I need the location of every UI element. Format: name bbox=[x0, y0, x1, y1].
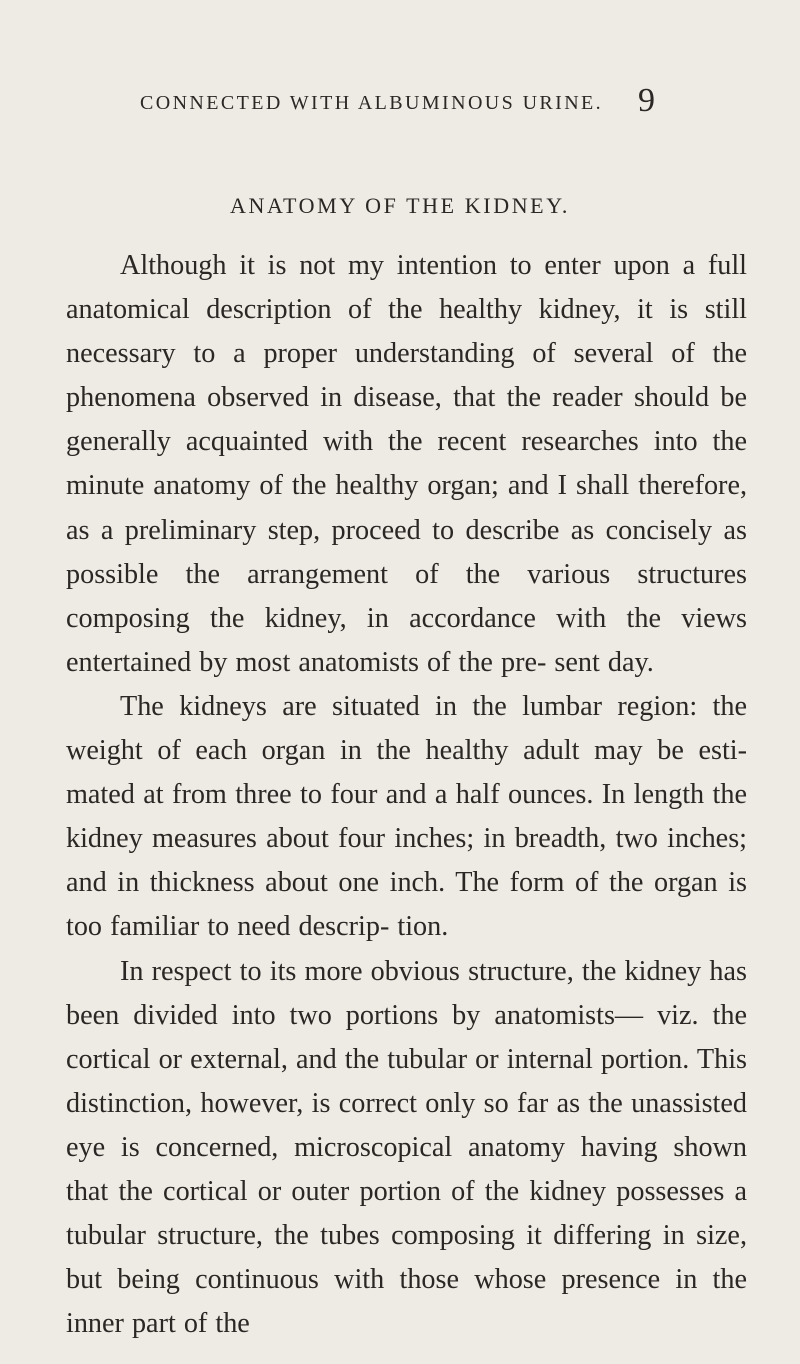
running-header: CONNECTED WITH ALBUMINOUS URINE. bbox=[140, 92, 604, 114]
paragraph: The kidneys are situated in the lumbar region: the weight of each organ in the healthy adult may be esti- mated at from three to four and a half ounces. In length the kidney measures about four inches; in breadth, two inches; and in thickness about one inch. The form of the organ is too familiar to need descrip- tion. bbox=[66, 690, 747, 943]
body-text bbox=[66, 244, 747, 1346]
page-number: 9 bbox=[638, 82, 655, 119]
section-title: ANATOMY OF THE KIDNEY. bbox=[230, 193, 570, 218]
paragraph: In respect to its more obvious structure, the kidney has been divided into two portions by anatomists— viz. the cortical or external, and the tubular or internal portion. This distinction, however, is correct only so far as the unassisted eye is concerned, microscopical anatomy having shown that the cortical or outer portion of the kidney possesses a tubular structure, the tubes composing it differing in size, but being continuous with those whose presence in the inner part of the bbox=[66, 955, 747, 1340]
paragraph: Although it is not my intention to enter upon a full anatomical description of the healthy kidney, it is still necessary to a proper understanding of several of the phenomena observed in disease, that the reader should be generally acquainted with the recent researches into the minute anatomy of the healthy organ; and I shall therefore, as a preliminary step, proceed to describe as concisely as possible the arrangement of the various structures composing the kidney, in accordance with the views entertained by most anatomists of the pre- sent day. bbox=[66, 250, 747, 678]
